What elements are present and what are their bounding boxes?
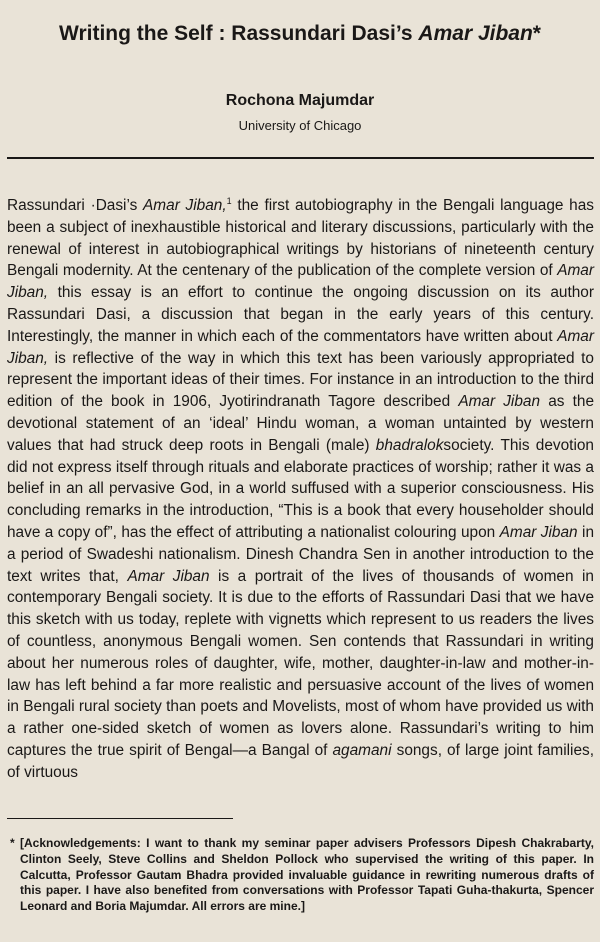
author-name: Rochona Majumdar <box>225 92 375 109</box>
text-run: in a period of Swadeshi nationalism. Dinesh Chandra Sen in another introduction to the text writes that, <box>7 523 595 585</box>
text-run: this essay is an effort to continue the ongoing discussion on its author Rassundari Dasi, a discussion that began in the early years of this century. Interestingly, the manner in which each of the commentators have written about <box>7 284 594 345</box>
text-run: the first autobiography in the Bengali language has been a subject of inexhaustible historical and literary discussions, particularly with the renewal of interest in autobiographical writings by historians of nineteenth century Bengali modernity. At the centenary of the publication of the complete version of <box>7 197 594 280</box>
title-text: Writing the Self : Rassundari Dasi’s <box>59 22 419 45</box>
italic-run: Amar Jiban <box>499 523 578 541</box>
italic-run: agamani <box>332 741 392 759</box>
footnote-ref: 1 <box>226 195 232 206</box>
italic-run: Amar Jiban, <box>7 262 594 302</box>
footnote-divider <box>7 818 233 819</box>
body-paragraph <box>7 195 594 784</box>
italic-run: Amar Jiban <box>458 393 541 411</box>
text-run: is reflective of the way in which this text has been variously appropriated to represent the important ideas of their times. For instance in an introduction to the third edition of the book in 1906, Jyotirindranath Tagore described <box>7 349 594 411</box>
text-run: as the devotional statement of an ‘ideal’ Hindu woman, a woman untainted by western values that had struck deep roots in Bengali (male) <box>7 393 595 454</box>
italic-run: bhadralok <box>375 436 444 454</box>
footnote-mark: * <box>10 836 15 850</box>
title-work: Amar Jiban <box>418 22 533 45</box>
author-affiliation: University of Chicago <box>238 118 362 133</box>
italic-run: Amar Jiban <box>127 567 210 585</box>
footnote-text: [Acknowledgements: I want to thank my seminar paper advisers Professors Dipesh Chakrabarty, Clinton Seely, Steve Collins and Sheldon Pollock who supervised the writing of this paper. In Calcutta, Professor Gautam Bhadra provided invaluable guidance in rewriting numerous drafts of this paper. I have also benefited from conversations with Professor Tapati Guha-thakurta, Spencer Leonard and Boria Majumdar. All errors are mine.] <box>20 836 594 914</box>
text-run: is a portrait of the lives of thousands of women in contemporary Bengali society. It is due to the efforts of Rassundari Dasi that we have this sketch with us today, replete with vignetts which represent to us readers the lives of countless, anonymous Bengali women. Sen contends that Rassundari in writing about her numerous roles of daughter, wife, mother, daughter-in-law and mother-in-law has left behind a far more realistic and persuasive account of the lives of women in Bengali rural society than poets and Movelists, most of whom have provided us with a rather one-sided sketch of women as lovers alone. Rassundari’s writing to him captures the true spirit of Bengal—a Bangal of <box>7 567 594 759</box>
italic-run: Amar Jiban, <box>143 197 227 214</box>
italic-run: Amar Jiban, <box>7 327 594 367</box>
title-footnote-mark: * <box>532 22 541 45</box>
text-run: society. This devotion did not express itself through rituals and elaborate practices of worship; rather it was a belief in an all pervasive God, in a world suffused with a superior consciousness. His concluding remarks in the introduction, “This is a book that every householder should have a copy of”, has the effect of attributing a nationalist colouring upon <box>7 436 594 541</box>
footnote <box>10 836 594 915</box>
title-divider <box>7 157 594 159</box>
text-run: songs, of large joint families, of virtuous <box>7 741 594 781</box>
article-title <box>0 22 600 46</box>
text-run: Rassundari ·Dasi’s <box>7 197 144 214</box>
